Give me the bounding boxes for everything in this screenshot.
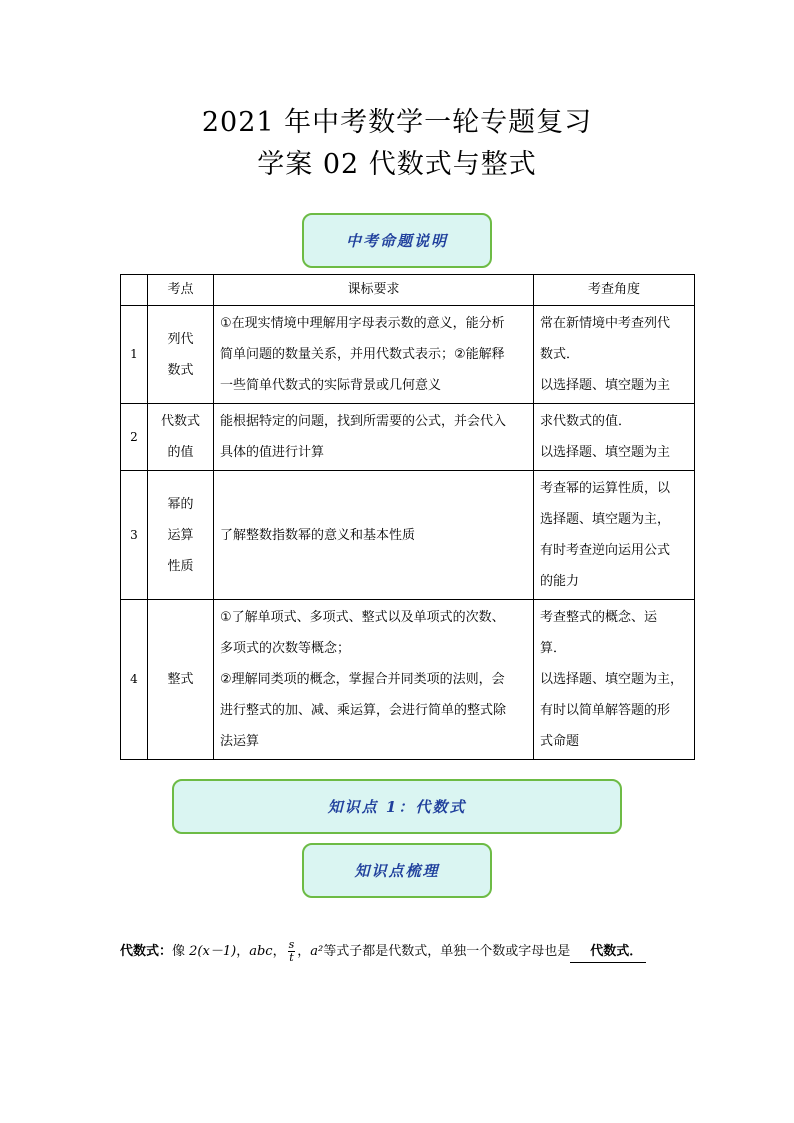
cell-line: 式命题	[540, 734, 580, 749]
separator: ，	[272, 944, 286, 959]
cell-line: 有时以简单解答题的形	[540, 703, 671, 718]
cell-line: 了解整数指数幂的意义和基本性质	[220, 527, 416, 543]
knowledge-point-banner-label: 知识点 1：代数式	[327, 798, 467, 816]
cell-line: 具体的值进行计算	[220, 445, 325, 460]
header-cell-angle: 考查角度	[534, 275, 695, 306]
math-expression: 2(x－1)	[189, 944, 237, 959]
row-point	[148, 471, 214, 600]
row-requirement	[214, 471, 534, 600]
separator: ，	[297, 944, 311, 959]
knowledge-point-banner	[172, 779, 622, 834]
row-point	[148, 404, 214, 471]
document-title-line2: 学案 02 代数式与整式	[257, 149, 537, 180]
cell-line: 求代数式的值．	[540, 414, 632, 429]
row-requirement	[214, 306, 534, 404]
table-header-row	[121, 275, 695, 306]
row-point	[148, 600, 214, 760]
cell-line: 代数式	[160, 414, 200, 429]
fraction-expression	[288, 939, 296, 964]
fraction-numerator: s	[288, 938, 295, 951]
cell-line: 数式．	[540, 347, 580, 362]
exam-description-banner-label: 中考命题说明	[345, 232, 448, 250]
math-expression: abc	[249, 944, 273, 959]
cell-line: 运算	[167, 527, 194, 543]
answer-blank: 代数式．	[570, 942, 646, 963]
row-angle	[534, 404, 695, 471]
definition-text-after: 等式子都是代数式，单独一个数或字母也是	[323, 944, 571, 959]
separator: ，	[236, 944, 250, 959]
row-angle	[534, 306, 695, 404]
row-number: 2	[121, 404, 148, 471]
cell-line: 常在新情境中考查列代	[540, 316, 671, 331]
cell-line: 以选择题、填空题为主	[540, 378, 671, 393]
header-cell-index	[121, 275, 148, 306]
cell-line: 选择题、填空题为主，	[540, 512, 671, 527]
cell-line: 考查整式的概念、运	[540, 610, 658, 625]
cell-line: 以选择题、填空题为主	[540, 445, 671, 460]
cell-line: 的值	[167, 445, 194, 460]
knowledge-review-banner-label: 知识点梳理	[354, 862, 440, 880]
cell-line: 以选择题、填空题为主，	[540, 672, 684, 687]
definition-paragraph	[120, 937, 720, 967]
cell-line: 法运算	[220, 734, 260, 749]
cell-line: 有时考查逆向运用公式	[540, 543, 671, 558]
header-cell-requirement: 课标要求	[214, 275, 534, 306]
row-angle	[534, 600, 695, 760]
fraction-denominator: t	[289, 951, 294, 964]
cell-line: 简单问题的数量关系，并用代数式表示；②能解释	[220, 347, 505, 362]
cell-line: 算．	[540, 641, 567, 656]
exam-points-table	[120, 274, 695, 760]
document-title-line1: 2021 年中考数学一轮专题复习	[201, 107, 593, 138]
cell-line: 考查幂的运算性质，以	[540, 481, 671, 496]
cell-line: 列代	[167, 331, 194, 347]
row-number: 1	[121, 306, 148, 404]
cell-line: 幂的	[167, 496, 194, 512]
row-requirement	[214, 600, 534, 760]
cell-line: 性质	[167, 558, 194, 574]
row-angle	[534, 471, 695, 600]
table-row	[121, 600, 695, 760]
cell-line: ①在现实情境中理解用字母表示数的意义，能分析	[220, 316, 505, 331]
table-row	[121, 471, 695, 600]
cell-line: 数式	[167, 362, 194, 378]
cell-line: 一些简单代数式的实际背景或几何意义	[220, 378, 442, 393]
exam-description-banner	[302, 213, 492, 268]
table-row	[121, 404, 695, 471]
header-cell-point: 考点	[148, 275, 214, 306]
cell-line: ①了解单项式、多项式、整式以及单项式的次数、	[220, 610, 505, 625]
row-number: 3	[121, 471, 148, 600]
row-point	[148, 306, 214, 404]
row-number: 4	[121, 600, 148, 760]
definition-text-before: 像	[172, 944, 190, 959]
knowledge-review-banner	[302, 843, 492, 898]
table-row	[121, 306, 695, 404]
row-requirement	[214, 404, 534, 471]
math-expression: a²	[310, 944, 324, 959]
cell-line: ②理解同类项的概念，掌握合并同类项的法则，会	[220, 672, 505, 687]
cell-line: 能根据特定的问题，找到所需要的公式，并会代入	[220, 414, 507, 429]
definition-term: 代数式：	[120, 944, 173, 959]
cell-line: 多项式的次数等概念；	[220, 641, 351, 656]
cell-line: 进行整式的加、减、乘运算，会进行简单的整式除	[220, 703, 507, 718]
cell-line: 的能力	[540, 574, 580, 589]
cell-line: 整式	[167, 672, 194, 687]
